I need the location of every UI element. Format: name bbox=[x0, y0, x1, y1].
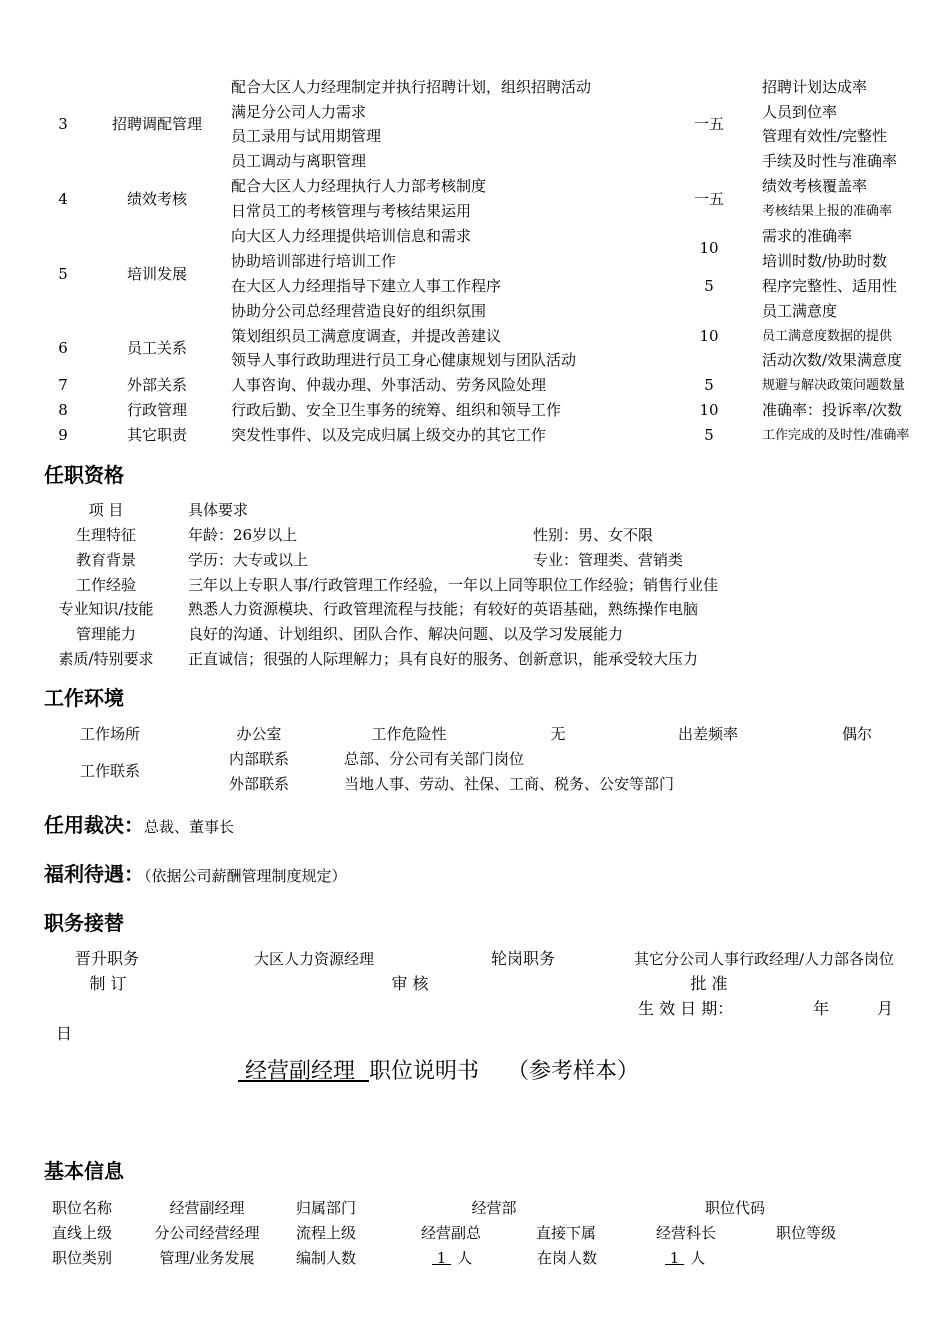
qual-value: 正直诚信；很强的人际理解力；具有良好的服务、创新意识，能承受较大压力 bbox=[188, 650, 699, 668]
duty-no: 7 bbox=[58, 376, 68, 394]
basic-label: 编制人数 bbox=[296, 1249, 357, 1267]
duty-kpi: 员工满意度数据的提供 bbox=[762, 329, 893, 344]
basic-onduty-unit: 人 bbox=[690, 1249, 706, 1267]
env-external-value: 当地人事、劳动、社保、工商、税务、公安等部门 bbox=[344, 775, 675, 793]
duty-weight: 10 bbox=[699, 401, 719, 419]
duty-kpi: 程序完整性、适用性 bbox=[762, 277, 898, 295]
env-place-label: 工作场所 bbox=[79, 725, 141, 743]
succession-heading: 职务接替 bbox=[44, 911, 124, 935]
succession-promote-value: 大区人力资源经理 bbox=[253, 950, 375, 968]
environment-heading: 工作环境 bbox=[44, 686, 124, 710]
duty-name: 行政管理 bbox=[126, 401, 188, 419]
succession-promote-label: 晋升职务 bbox=[74, 949, 140, 968]
duty-weight: 5 bbox=[704, 376, 714, 394]
duty-no: 6 bbox=[58, 339, 68, 357]
duty-kpi: 规避与解决政策问题数量 bbox=[762, 378, 906, 393]
qual-value: 年龄：26岁以上 bbox=[188, 526, 298, 544]
basic-headcount bbox=[426, 1251, 472, 1266]
basic-label: 流程上级 bbox=[296, 1224, 357, 1242]
basic-label: 直接下属 bbox=[535, 1224, 597, 1242]
duty-line: 协助培训部进行培训工作 bbox=[231, 252, 397, 270]
appointment-heading: 任用裁决： bbox=[44, 813, 144, 837]
basic-label: 职位类别 bbox=[52, 1249, 113, 1267]
duty-kpi: 工作完成的及时性/准确率 bbox=[762, 428, 910, 443]
qual-label: 素质/特别要求 bbox=[58, 650, 154, 668]
signoff-effective: 生 效 日 期： bbox=[638, 999, 734, 1018]
basic-label: 直线上级 bbox=[52, 1224, 113, 1242]
signoff-month: 月 bbox=[877, 999, 894, 1018]
duty-kpi: 手续及时性与准确率 bbox=[762, 152, 898, 170]
basic-value: 管理/业务发展 bbox=[159, 1249, 255, 1267]
duty-kpi: 绩效考核覆盖率 bbox=[762, 177, 868, 195]
duty-line: 行政后勤、安全卫生事务的统筹、组织和领导工作 bbox=[231, 401, 562, 419]
duty-no: 9 bbox=[58, 426, 68, 444]
qual-label: 管理能力 bbox=[75, 625, 137, 643]
duty-kpi: 准确率：投诉率/次数 bbox=[762, 401, 903, 419]
basic-value: 经营副总 bbox=[420, 1224, 482, 1242]
env-contact-label: 工作联系 bbox=[79, 762, 141, 780]
duty-name: 外部关系 bbox=[126, 376, 188, 394]
env-internal-value: 总部、分公司有关部门岗位 bbox=[344, 750, 525, 768]
duty-kpi: 活动次数/效果满意度 bbox=[762, 351, 903, 369]
qual-value: 学历：大专或以上 bbox=[188, 551, 309, 569]
duty-line: 领导人事行政助理进行员工身心健康规划与团队活动 bbox=[231, 351, 577, 369]
basic-value: 经营副经理 bbox=[169, 1199, 245, 1217]
duty-kpi: 招聘计划达成率 bbox=[762, 78, 868, 96]
duty-weight: 10 bbox=[699, 239, 719, 257]
duty-kpi: 人员到位率 bbox=[762, 103, 838, 121]
basic-headcount-unit: 人 bbox=[457, 1249, 473, 1267]
duty-weight: 5 bbox=[704, 277, 714, 295]
qual-value: 专业：管理类、营销类 bbox=[533, 551, 684, 569]
appointment-value: 总裁、董事长 bbox=[144, 818, 235, 836]
duty-name: 绩效考核 bbox=[126, 190, 188, 208]
duty-no: 3 bbox=[58, 115, 68, 133]
qual-value: 良好的沟通、计划组织、团队合作、解决问题、以及学习发展能力 bbox=[188, 625, 624, 643]
duty-weight: 5 bbox=[704, 426, 714, 444]
duty-line: 配合大区人力经理执行人力部考核制度 bbox=[231, 177, 487, 195]
basic-value: 分公司经营经理 bbox=[154, 1224, 260, 1242]
basic-onduty-value: 1 bbox=[665, 1249, 685, 1267]
env-internal-label: 内部联系 bbox=[228, 750, 290, 768]
doc-title-note: （参考样本） bbox=[507, 1059, 640, 1084]
duty-line: 满足分公司人力需求 bbox=[231, 103, 367, 121]
duty-kpi: 员工满意度 bbox=[762, 302, 838, 320]
duty-weight: 一五 bbox=[693, 190, 725, 208]
qual-label: 教育背景 bbox=[75, 551, 137, 569]
basic-value: 经营部 bbox=[471, 1199, 517, 1217]
qual-label: 工作经验 bbox=[75, 576, 137, 594]
welfare-line bbox=[44, 864, 347, 884]
basic-label: 在岗人数 bbox=[536, 1249, 598, 1267]
qual-value: 熟悉人力资源模块、行政管理流程与技能；有较好的英语基础，熟练操作电脑 bbox=[188, 600, 699, 618]
duty-kpi: 管理有效性/完整性 bbox=[762, 127, 888, 145]
basic-label: 归属部门 bbox=[296, 1199, 357, 1217]
duty-line: 突发性事件、以及完成归属上级交办的其它工作 bbox=[231, 426, 547, 444]
duty-name: 招聘调配管理 bbox=[111, 115, 203, 133]
duty-no: 8 bbox=[58, 401, 68, 419]
qual-col-item: 项 目 bbox=[88, 501, 124, 519]
signoff-approve: 批 准 bbox=[690, 974, 728, 993]
signoff-made: 制 订 bbox=[89, 974, 127, 993]
signoff-year: 年 bbox=[813, 999, 830, 1018]
duty-no: 5 bbox=[58, 265, 68, 283]
doc-title-main: 职位说明书 bbox=[368, 1059, 479, 1084]
basic-info-heading: 基本信息 bbox=[44, 1159, 124, 1183]
qual-value: 三年以上专职人事/行政管理工作经验，一年以上同等职位工作经验；销售行业佳 bbox=[188, 576, 719, 594]
basic-label: 职位等级 bbox=[775, 1224, 837, 1242]
qual-label: 专业知识/技能 bbox=[58, 600, 154, 618]
basic-value: 经营科长 bbox=[655, 1224, 717, 1242]
duty-kpi: 需求的准确率 bbox=[762, 227, 853, 245]
duty-line: 配合大区人力经理制定并执行招聘计划，组织招聘活动 bbox=[231, 78, 592, 96]
duty-line: 员工录用与试用期管理 bbox=[231, 127, 382, 145]
duty-line: 协助分公司总经理营造良好的组织氛围 bbox=[231, 302, 487, 320]
welfare-value: （依据公司薪酬管理制度规定） bbox=[144, 867, 347, 885]
duty-weight: 一五 bbox=[693, 115, 725, 133]
duty-weight: 10 bbox=[699, 327, 719, 345]
duty-kpi: 培训时数/协助时数 bbox=[762, 252, 888, 270]
env-external-label: 外部联系 bbox=[228, 775, 290, 793]
env-travel-value: 偶尔 bbox=[841, 725, 873, 743]
duty-line: 员工调动与离职管理 bbox=[231, 152, 367, 170]
env-place-value: 办公室 bbox=[236, 725, 282, 743]
duty-no: 4 bbox=[58, 190, 68, 208]
signoff-review: 审 核 bbox=[391, 974, 429, 993]
succession-rotate-value: 其它分公司人事行政经理/人力部各岗位 bbox=[633, 950, 895, 968]
duty-line: 日常员工的考核管理与考核结果运用 bbox=[231, 202, 472, 220]
env-travel-label: 出差频率 bbox=[677, 725, 739, 743]
basic-label: 职位名称 bbox=[52, 1199, 113, 1217]
env-danger-value: 无 bbox=[550, 725, 566, 743]
qual-col-req: 具体要求 bbox=[188, 501, 249, 519]
succession-rotate-label: 轮岗职务 bbox=[490, 949, 556, 968]
appointment-line bbox=[44, 815, 234, 835]
duty-name: 员工关系 bbox=[126, 339, 188, 357]
duty-line: 在大区人力经理指导下建立人事工作程序 bbox=[231, 277, 502, 295]
qual-value: 性别：男、女不限 bbox=[533, 526, 654, 544]
duty-name: 培训发展 bbox=[126, 265, 188, 283]
duty-line: 向大区人力经理提供培训信息和需求 bbox=[231, 227, 472, 245]
duty-kpi: 考核结果上报的准确率 bbox=[762, 204, 893, 219]
duty-name: 其它职责 bbox=[126, 426, 188, 444]
duty-line: 策划组织员工满意度调查，并提改善建议 bbox=[231, 327, 502, 345]
welfare-heading: 福利待遇： bbox=[44, 862, 144, 886]
basic-headcount-value: 1 bbox=[432, 1249, 452, 1267]
qual-label: 生理特征 bbox=[75, 526, 137, 544]
signoff-day: 日 bbox=[56, 1024, 73, 1043]
doc-title bbox=[238, 1061, 639, 1083]
qualifications-heading: 任职资格 bbox=[44, 463, 124, 487]
basic-onduty bbox=[659, 1251, 705, 1266]
env-danger-label: 工作危险性 bbox=[371, 725, 447, 743]
doc-title-position: 经营副经理 bbox=[238, 1059, 369, 1084]
duty-line: 人事咨询、仲裁办理、外事活动、劳务风险处理 bbox=[231, 376, 547, 394]
basic-label: 职位代码 bbox=[704, 1199, 766, 1217]
